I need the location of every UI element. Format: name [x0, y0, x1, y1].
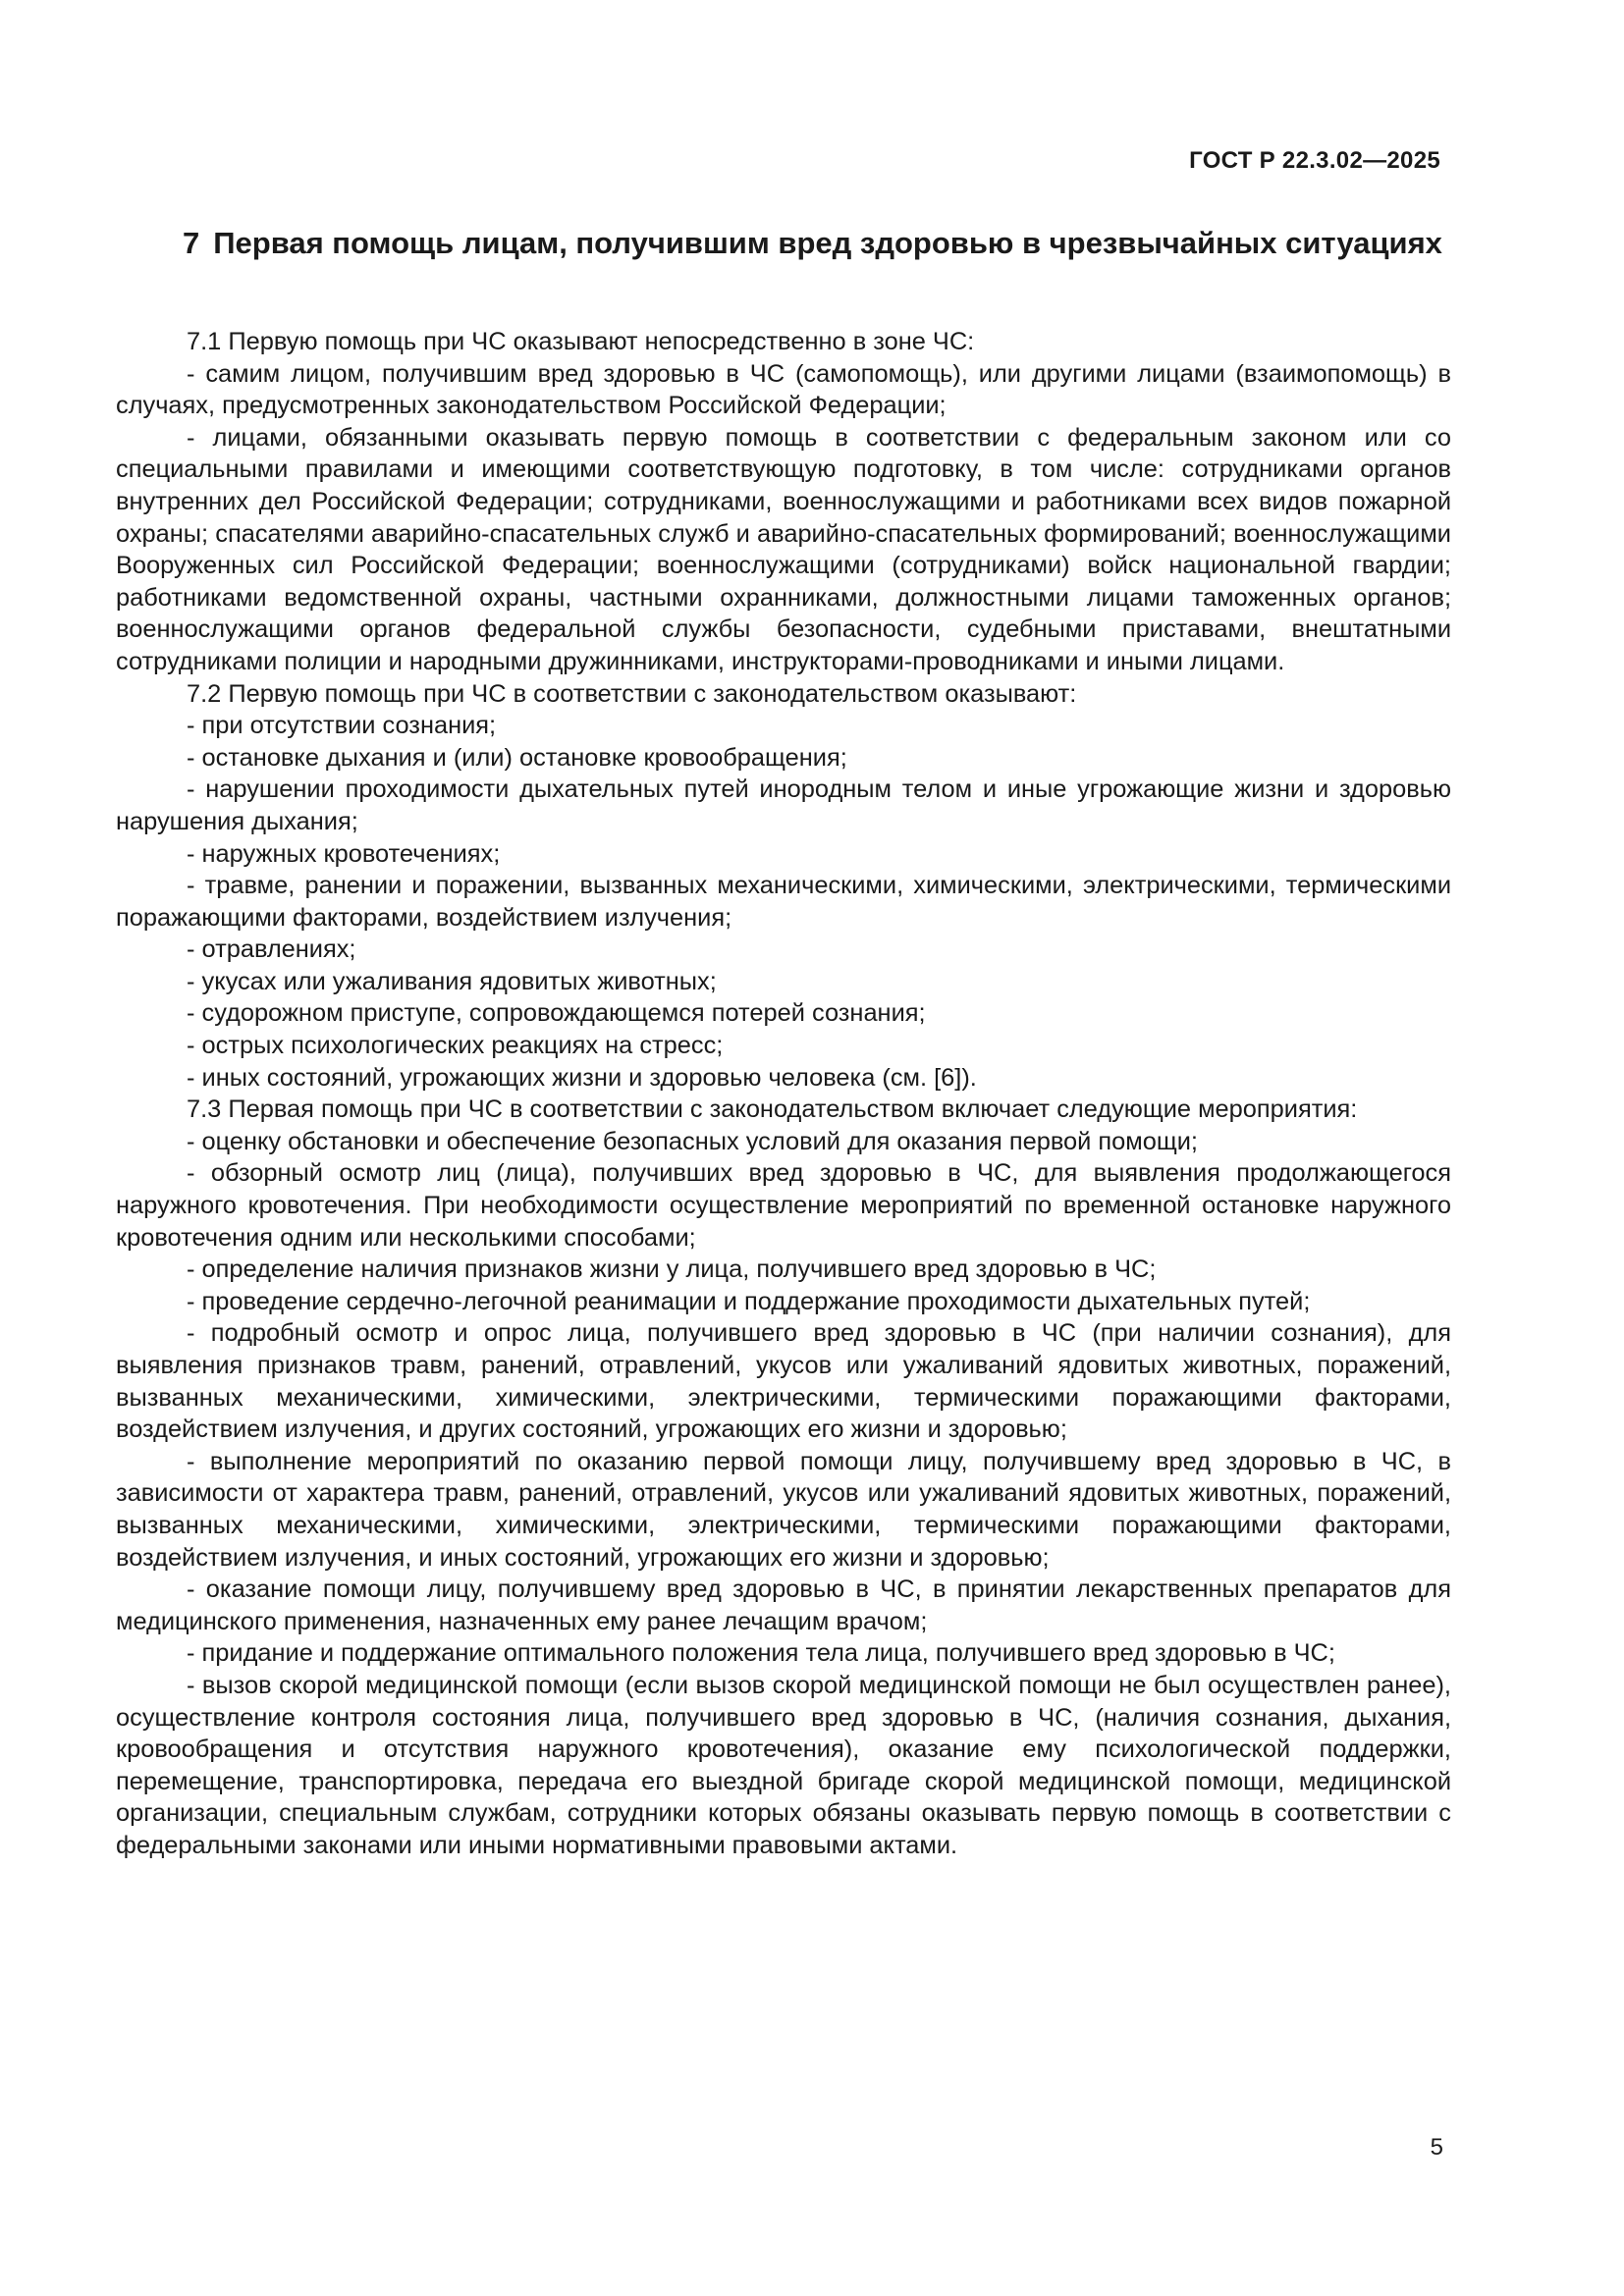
paragraph: - наружных кровотечениях;	[187, 839, 501, 868]
paragraph: - определение наличия признаков жизни у лица, получившего вред здоровью в ЧС;	[187, 1255, 1157, 1284]
paragraph: - при отсутствии сознания;	[187, 712, 497, 740]
section-heading	[183, 224, 1449, 263]
document-code: ГОСТ Р 22.3.02—2025	[1189, 147, 1440, 174]
paragraph: - отравлениях;	[187, 935, 356, 964]
section-title: Первая помощь лицам, получившим вред здоровью в чрезвычайных ситуациях	[213, 226, 1442, 260]
paragraph: - лицами, обязанными оказывать первую помощь в соответствии с федеральным законом или со специальными правилами и имеющими соответствующую подготовку, в том числе: сотрудниками органов внутренних дел Российской Федерации; сотрудниками, военнослужащими и работниками всех видов пожарной охраны; спасателями аварийно-спасательных служб и аварийно-спасательных формирований; военнослужащими Вооруженных сил Российской Федерации; военнослужащими (сотрудниками) войск национальной гвардии; работниками ведомственной охраны, частными охранниками, должностными лицами таможенных органов; военнослужащими органов федеральной службы безопасности, судебными приставами, внештатными сотрудниками полиции и народными дружинниками, инструкторами-проводниками и иными лицами.	[116, 423, 1451, 675]
paragraph: - самим лицом, получившим вред здоровью в ЧС (самопомощь), или другими лицами (взаимопомощь) в случаях, предусмотренных законодательством Российской Федерации;	[116, 359, 1451, 420]
paragraph: - подробный осмотр и опрос лица, получившего вред здоровью в ЧС (при наличии сознания), для выявления признаков травм, ранений, отравлений, укусов или ужаливаний ядовитых животных, поражений, вызванных механическими, химическими, электрическими, термическими поражающими факторами, воздействием излучения, и других состояний, угрожающих его жизни и здоровью;	[116, 1319, 1451, 1444]
paragraph: - нарушении проходимости дыхательных путей инородным телом и иные угрожающие жизни и здоровью нарушения дыхания;	[116, 775, 1451, 835]
paragraph: - проведение сердечно-легочной реанимации и поддержание проходимости дыхательных путей;	[187, 1287, 1311, 1315]
paragraph: - судорожном приступе, сопровождающемся потерей сознания;	[187, 999, 926, 1028]
paragraph: - оказание помощи лицу, получившему вред здоровью в ЧС, в принятии лекарственных препаратов для медицинского применения, назначенных ему ранее лечащим врачом;	[116, 1575, 1451, 1635]
paragraph: 7.2 Первую помощь при ЧС в соответствии с законодательством оказывают:	[187, 679, 1077, 708]
section-body	[116, 326, 1451, 1862]
paragraph: - обзорный осмотр лиц (лица), получивших вред здоровью в ЧС, для выявления продолжающегося наружного кровотечения. При необходимости осуществление мероприятий по временной остановке наружного кровотечения одним или несколькими способами;	[116, 1159, 1451, 1252]
paragraph: - остановке дыхания и (или) остановке кровообращения;	[187, 743, 847, 772]
paragraph: - вызов скорой медицинской помощи (если вызов скорой медицинской помощи не был осуществлен ранее), осуществление контроля состояния лица, получившего вред здоровью в ЧС, (наличия сознания, дыхания, кровообращения и отсутствия наружного кровотечения), оказание ему психологической поддержки, перемещение, транспортировка, передача его выездной бригаде скорой медицинской помощи, медицинской организации, специальным службам, сотрудники которых обязаны оказывать первую помощь в соответствии с федеральными законами или иными нормативными правовыми актами.	[116, 1671, 1451, 1859]
paragraph: - укусах или ужаливания ядовитых животных;	[187, 967, 717, 995]
paragraph: - иных состояний, угрожающих жизни и здоровью человека (см. [6]).	[187, 1063, 977, 1092]
paragraph: - оценку обстановки и обеспечение безопасных условий для оказания первой помощи;	[187, 1127, 1198, 1155]
page-number: 5	[1430, 2134, 1443, 2161]
section-number: 7	[183, 226, 200, 260]
paragraph: - выполнение мероприятий по оказанию первой помощи лицу, получившему вред здоровью в ЧС, в зависимости от характера травм, ранений, отравлений, укусов или ужаливаний ядовитых животных, поражений, вызванных механическими, химическими, электрическими, термическими поражающими факторами, воздействием излучения, и иных состояний, угрожающих его жизни и здоровью;	[116, 1447, 1451, 1572]
paragraph: - травме, ранении и поражении, вызванных механическими, химическими, электрическими, термическими поражающими факторами, воздействием излучения;	[116, 872, 1451, 932]
paragraph: - острых психологических реакциях на стресс;	[187, 1032, 724, 1060]
paragraph: 7.3 Первая помощь при ЧС в соответствии с законодательством включает следующие мероприятия:	[187, 1095, 1358, 1124]
paragraph: - придание и поддержание оптимального положения тела лица, получившего вред здоровью в ЧС;	[187, 1639, 1335, 1668]
paragraph: 7.1 Первую помощь при ЧС оказывают непосредственно в зоне ЧС:	[187, 328, 975, 355]
